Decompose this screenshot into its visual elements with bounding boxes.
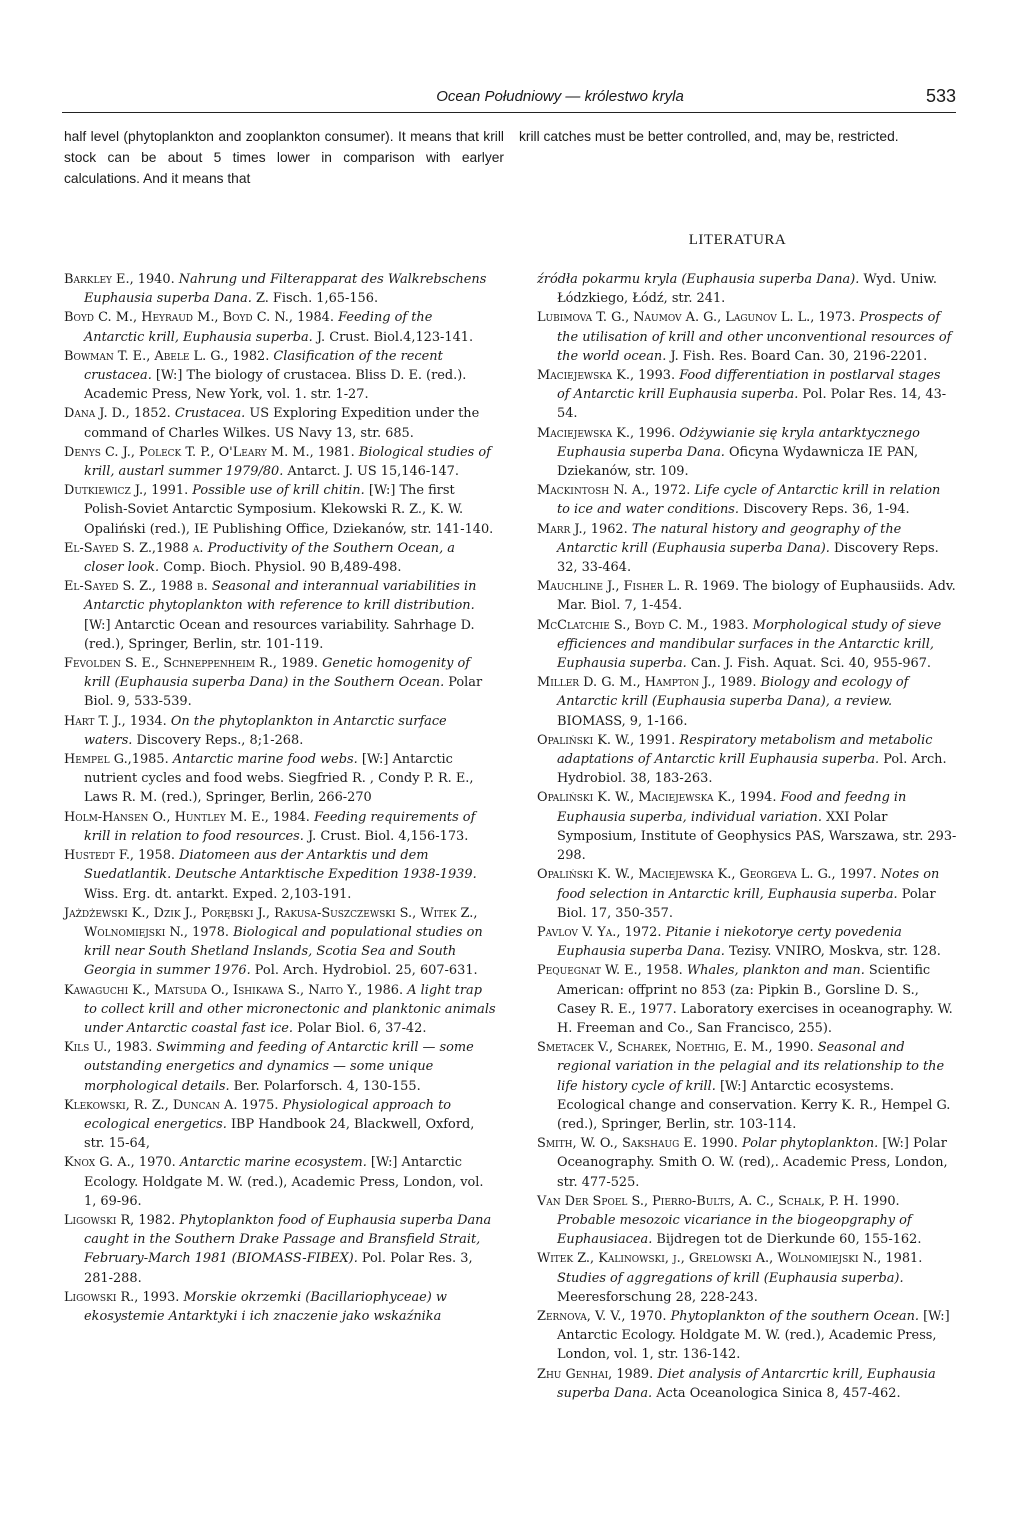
reference-title: Diet analysis of Antarcrtic krill, Euphausia superba Dana. xyxy=(557,1366,936,1401)
reference-title: Pitanie i niekotorye certy povedenia Euphausia superba Dana. xyxy=(557,924,902,960)
reference-source: Discovery Reps. 36, 1-94. xyxy=(738,502,910,518)
reference-entry xyxy=(64,270,496,308)
reference-entry xyxy=(64,904,496,981)
reference-title: Genetic homogenity of krill (Euphausia superba Dana) in the Southern Ocean. xyxy=(84,656,471,691)
reference-entry xyxy=(64,347,496,405)
reference-authors: Lubimova T. G., Naumov A. G., Lagunov L. L., 1973. xyxy=(537,310,860,326)
reference-entry xyxy=(64,481,496,539)
reference-source: Bijdregen tot de Dierkunde 60, 155-162. xyxy=(652,1232,922,1248)
reference-title: Feeding of the Antarctic krill, Euphausia superba. xyxy=(84,310,433,345)
header-rule xyxy=(62,112,956,113)
reference-authors: Denys C. J., Poleck T. P., O'Leary M. M., 1981. xyxy=(64,444,359,460)
reference-entry xyxy=(64,308,496,346)
reference-source: Meeresforschung 28, 228-243. xyxy=(557,1289,758,1305)
reference-entry xyxy=(537,616,957,674)
reference-entry xyxy=(537,1249,957,1307)
reference-source: Discovery Reps., 8;1-268. xyxy=(132,732,304,748)
reference-title: Prospects of the utilisation of krill and other unconventional resources of the world ocean. xyxy=(557,310,952,364)
reference-entry xyxy=(64,750,496,808)
reference-entry xyxy=(64,404,496,442)
reference-title: On the phytoplankton in Antarctic surface waters. xyxy=(84,713,447,748)
reference-source: Polar Biol. 9, 533-539. xyxy=(84,675,483,710)
reference-entry xyxy=(64,1096,496,1154)
reference-entry xyxy=(64,1153,496,1211)
intro-paragraph-right: krill catches must be better controlled, and, may be, restricted. xyxy=(519,129,899,144)
reference-source: Wiss. Erg. dt. antarkt. Exped. 2,103-191. xyxy=(84,886,352,902)
reference-entry xyxy=(64,577,496,654)
reference-entry xyxy=(64,846,496,904)
reference-source: Z. Fisch. 1,65-156. xyxy=(251,291,379,307)
reference-authors: Holm-Hansen O., Huntley M. E., 1984. xyxy=(64,809,314,825)
reference-title: The natural history and geography of the Antarctic krill (Euphausia superba Dana). xyxy=(557,521,902,556)
reference-title: A light trap to collect krill and other micronectonic and planktonic animals under Antarctic coastal fast ice. xyxy=(84,982,496,1036)
reference-source: J. Fish. Res. Board Can. 30, 2196-2201. xyxy=(666,348,928,364)
reference-entry xyxy=(537,366,957,424)
reference-title: Antarctic marine food webs. xyxy=(172,752,358,768)
reference-authors: Pequegnat W. E., 1958. xyxy=(537,963,687,979)
reference-title: Nahrung und Filterapparat des Walkrebschens Euphausia superba Dana. xyxy=(84,272,487,307)
reference-authors: Knox G. A., 1970. xyxy=(64,1155,180,1171)
reference-authors: Barkley E., 1940. xyxy=(64,272,179,287)
reference-authors: Smetacek V., Scharek, Noethig, E. M., 1990. xyxy=(537,1040,818,1056)
reference-entry xyxy=(64,1288,496,1326)
reference-title: Seasonal and regional variation in the pelagial and its relationship to the life history cycle of krill. xyxy=(557,1040,945,1094)
reference-title: Seasonal and interannual variabilities in Antarctic phytoplankton with reference to krill distribution. xyxy=(84,579,477,614)
reference-title: Respiratory metabolism and metabolic adaptations of Antarctic krill Euphausia superba. xyxy=(557,732,933,768)
reference-authors: Smith, W. O., Sakshaug E. 1990. xyxy=(537,1136,742,1152)
reference-source: Antarct. J. US 15,146-147. xyxy=(283,464,459,480)
reference-entry xyxy=(537,1134,957,1192)
reference-source: Polar Biol. 17, 350-357. xyxy=(557,886,936,921)
reference-authors: Maciejewska K., 1993. xyxy=(537,368,680,384)
reference-source: Comp. Bioch. Physiol. 90 B,489-498. xyxy=(159,560,402,576)
reference-authors: Mackintosh N. A., 1972. xyxy=(537,483,695,499)
reference-source: Wyd. Uniw. Łódzkiego, Łódź, str. 241. xyxy=(557,272,938,307)
reference-source: XXI Polar Symposium, Institute of Geophysics PAS, Warszawa, str. 293-298. xyxy=(557,809,957,864)
running-header-title: Ocean Południowy — królestwo kryla xyxy=(436,88,684,105)
reference-title: Feeding requirements of krill in relation to food resources. xyxy=(84,809,476,844)
reference-source: Pol. Polar Res. 3, 281-288. xyxy=(84,1251,473,1286)
reference-source: [W:] Antarctic ecosystems. Ecological change and conservation. Kerry K. R., Hempel G. (red.), Springer, Berlin, str. 103-114. xyxy=(557,1078,951,1132)
reference-authors: Ligowski R, 1982. xyxy=(64,1212,180,1228)
reference-source: [W:] Antarctic Ecology. Holdgate M. W. (red.), Academic Press, London, vol. 1, str. 136-142. xyxy=(557,1308,950,1363)
reference-authors: Klekowski, R. Z., Duncan A. 1975. xyxy=(64,1097,283,1113)
reference-title: Food differentiation in postlarval stages of Antarctic krill Euphausia superba. xyxy=(557,368,941,403)
reference-authors: Jażdżewski K., Dzik J., Porębski J., Rakusa-Suszczewski S., Witek Z., Wolnomiejski N., 1978. xyxy=(64,905,478,940)
reference-entry xyxy=(537,1307,957,1365)
reference-authors: Miller D. G. M., Hampton J., 1989. xyxy=(537,675,761,691)
reference-entry xyxy=(64,981,496,1039)
reference-title: Studies of aggregations of krill (Euphausia superba). xyxy=(557,1270,904,1286)
reference-source: BIOMASS, 9, 1-166. xyxy=(557,713,688,729)
reference-title: Physiological approach to ecological energetics. xyxy=(84,1097,452,1132)
reference-title: Diatomeen aus der Antarktis und dem Suedatlantik. Deutsche Antarktische Expedition 1938-1939. xyxy=(84,848,477,883)
reference-authors: Fevolden S. E., Schneppenheim R., 1989. xyxy=(64,656,323,672)
reference-authors: Ligowski R., 1993. xyxy=(64,1289,184,1305)
reference-entry xyxy=(537,1038,957,1134)
reference-title: Clasification of the recent crustacea. xyxy=(84,348,443,384)
reference-source: [W:] Antarctic Ocean and resources variability. Sahrhage D. (red.), Springer, Berlin, str. 101-119. xyxy=(84,617,475,652)
reference-source: [W:] The first Polish-Soviet Antarctic Symposium. Klekowski R. Z., K. W. Opaliński (red.), IE Publishing Office, Dziekanów, str. 141-140. xyxy=(84,483,494,537)
reference-authors: Bowman T. E., Abele L. G., 1982. xyxy=(64,348,274,364)
reference-source: Polar Biol. 6, 37-42. xyxy=(293,1020,427,1036)
reference-entry xyxy=(537,731,957,789)
reference-authors: El-Sayed S. Z.,1988 a. xyxy=(64,540,208,556)
reference-entry xyxy=(537,520,957,578)
reference-title: Odżywianie się kryla antarktycznego Euphausia superba Dana. xyxy=(557,425,920,460)
reference-authors: Maciejewska K., 1996. xyxy=(537,425,680,441)
reference-title: Phytoplankton of the southern Ocean. xyxy=(670,1308,919,1324)
reference-entry xyxy=(64,1211,496,1288)
reference-source: 1969. The biology of Euphausiids. Adv. Mar. Biol. 7, 1-454. xyxy=(557,579,956,614)
reference-entry xyxy=(537,865,957,923)
reference-authors: Opaliński K. W., 1991. xyxy=(537,732,680,748)
reference-source: Ber. Polarforsch. 4, 130-155. xyxy=(229,1078,421,1094)
reference-entry xyxy=(537,481,957,519)
reference-authors: Marr J., 1962. xyxy=(537,521,632,537)
reference-title: Biological and populational studies on krill near South Shetland Inslands, Scotia Sea and South Georgia in summer 1976. xyxy=(84,924,483,979)
reference-entry xyxy=(64,443,496,481)
reference-source: Scientific American: offprint no 853 (za: Pipkin B., Gorsline D. S., Casey R. E., 1977. Laboratory exercises in oceanography. W. H. Freeman and Co., San Francisco, 255). xyxy=(557,963,953,1036)
reference-title: Life cycle of Antarctic krill in relation to ice and water conditions. xyxy=(557,483,941,518)
reference-source: US Exploring Expedition under the command of Charles Wilkes. US Navy 13, str. 685. xyxy=(84,406,480,441)
reference-entry xyxy=(537,788,957,865)
reference-authors: Pavlov V. Ya., 1972. xyxy=(537,924,666,940)
reference-entry xyxy=(64,808,496,846)
reference-title: Probable mesozoic vicariance in the biogeopgraphy of Euphausiacea. xyxy=(557,1212,912,1248)
reference-source: [W:] The biology of crustacea. Bliss D. E. (red.). Academic Press, New York, vol. 1. str. 1-27. xyxy=(84,368,467,403)
reference-title: Biological studies of krill, austarl summer 1979/80. xyxy=(84,444,491,480)
reference-entry xyxy=(537,673,957,731)
reference-entry xyxy=(537,270,957,308)
reference-authors: Kils U., 1983. xyxy=(64,1040,157,1056)
reference-title: źródła pokarmu kryla (Euphausia superba Dana). xyxy=(537,272,860,287)
reference-title: Possible use of krill chitin. xyxy=(192,483,365,499)
reference-source: Can. J. Fish. Aquat. Sci. 40, 955-967. xyxy=(686,656,932,672)
reference-source: Pol. Polar Res. 14, 43-54. xyxy=(557,387,947,422)
reference-authors: Zhu Genhai, 1989. xyxy=(537,1366,658,1382)
reference-authors: Kawaguchi K., Matsuda O., Ishikawa S., Naito Y., 1986. xyxy=(64,982,408,998)
reference-authors: Mauchline J., Fisher L. R. xyxy=(537,579,703,595)
reference-title: Morphological study of sieve efficiences and mandibular surfaces in the Antarctic krill, Euphausia superba. xyxy=(557,617,942,672)
reference-title: Antarctic marine ecosystem. xyxy=(179,1155,367,1171)
reference-title: Morskie okrzemki (Bacillariophyceae) w ekosystemie Antarktyki i ich znaczenie jako wskaźnika xyxy=(84,1289,447,1324)
reference-authors: Zernova, V. V., 1970. xyxy=(537,1308,671,1324)
reference-entry xyxy=(537,961,957,1038)
reference-entry xyxy=(64,712,496,750)
reference-source: Pol. Arch. Hydrobiol. 25, 607-631. xyxy=(250,963,478,979)
reference-title: Biology and ecology of Antarctic krill (Euphausia superba Dana), a review. xyxy=(557,675,909,710)
reference-entry xyxy=(537,424,957,482)
reference-authors: Van Der Spoel S., Pierro-Bults, A. C., Schalk, P. H. 1990. xyxy=(537,1193,900,1209)
reference-entry xyxy=(537,577,957,615)
reference-source: Acta Oceanologica Sinica 8, 457-462. xyxy=(652,1385,901,1401)
reference-title: Productivity of the Southern Ocean, a closer look. xyxy=(84,540,455,576)
reference-source: [W:] Polar Oceanography. Smith O. W. (red),. Academic Press, London, str. 477-525. xyxy=(557,1136,948,1190)
reference-title: Food and feedng in Euphausia superba, individual variation. xyxy=(557,790,907,825)
reference-source: [W:] Antarctic Ecology. Holdgate M. W. (red.), Academic Press, London, vol. 1, 69-96. xyxy=(84,1155,484,1209)
reference-authors: Dana J. D., 1852. xyxy=(64,406,175,422)
reference-entry xyxy=(537,308,957,366)
reference-source: Oficyna Wydawnicza IE PAN, Dziekanów, str. 109. xyxy=(557,444,919,480)
reference-source: J. Crust. Biol.4,123-141. xyxy=(312,329,474,345)
reference-title: Polar phytoplankton. xyxy=(742,1136,879,1152)
reference-entry xyxy=(537,923,957,961)
intro-paragraph-left: half level (phytoplankton and zooplankton consumer). It means that krill stock can be about 5 times lower in comparison with earlyer calculations. And it means that xyxy=(64,129,504,186)
reference-authors: Witek Z., Kalinowski, j., Grelowski A., Wolnomiejski N., 1981. xyxy=(537,1251,923,1267)
reference-source: Tezisy. VNIRO, Moskva, str. 128. xyxy=(724,944,941,960)
reference-entry xyxy=(64,1038,496,1096)
reference-source: J. Crust. Biol. 4,156-173. xyxy=(303,828,469,844)
reference-entry xyxy=(537,1365,957,1403)
reference-authors: Hart T. J., 1934. xyxy=(64,713,171,729)
reference-authors: Boyd C. M., Heyraud M., Boyd C. N., 1984. xyxy=(64,310,339,326)
reference-authors: Opaliński K. W., Maciejewska K., 1994. xyxy=(537,790,781,806)
reference-authors: Hustedt F., 1958. xyxy=(64,848,180,864)
reference-authors: El-Sayed S. Z., 1988 b. xyxy=(64,579,212,595)
reference-title: Notes on food selection in Antarctic krill, Euphausia superba. xyxy=(557,867,940,902)
reference-authors: Dutkiewicz J., 1991. xyxy=(64,483,193,499)
reference-source: [W:] Antarctic nutrient cycles and food webs. Siegfried R. , Condy P. R. E., Laws R. M. (red.), Springer, Berlin, 266-270 xyxy=(84,752,474,806)
reference-title: Swimming and feeding of Antarctic krill — some outstanding energetics and dynamics — some unique morphological details. xyxy=(84,1040,474,1094)
reference-title: Whales, plankton and man. xyxy=(686,963,865,979)
reference-authors: Opaliński K. W., Maciejewska K., Georgeva L. G., 1997. xyxy=(537,867,881,883)
reference-entry xyxy=(64,654,496,712)
references-column-right xyxy=(537,270,957,1403)
references-column-left xyxy=(64,270,496,1326)
reference-authors: Hempel G.,1985. xyxy=(64,752,173,768)
reference-source: Discovery Reps. 32, 33-464. xyxy=(557,540,939,576)
reference-title: Crustacea. xyxy=(174,406,246,422)
reference-title: Phytoplankton food of Euphausia superba Dana caught in the Southern Drake Passage and Bransfield Strait, February-March 1981 (BIOMASS-FIBEX). xyxy=(84,1212,492,1267)
reference-authors: McClatchie S., Boyd C. M., 1983. xyxy=(537,617,753,633)
reference-entry xyxy=(537,1192,957,1250)
reference-source: IBP Handbook 24, Blackwell, Oxford, str. 15-64, xyxy=(84,1116,475,1152)
section-title-literatura: LITERATURA xyxy=(688,232,787,248)
reference-source: Pol. Arch. Hydrobiol. 38, 183-263. xyxy=(557,752,947,787)
reference-entry xyxy=(64,539,496,577)
page-number: 533 xyxy=(925,86,956,106)
